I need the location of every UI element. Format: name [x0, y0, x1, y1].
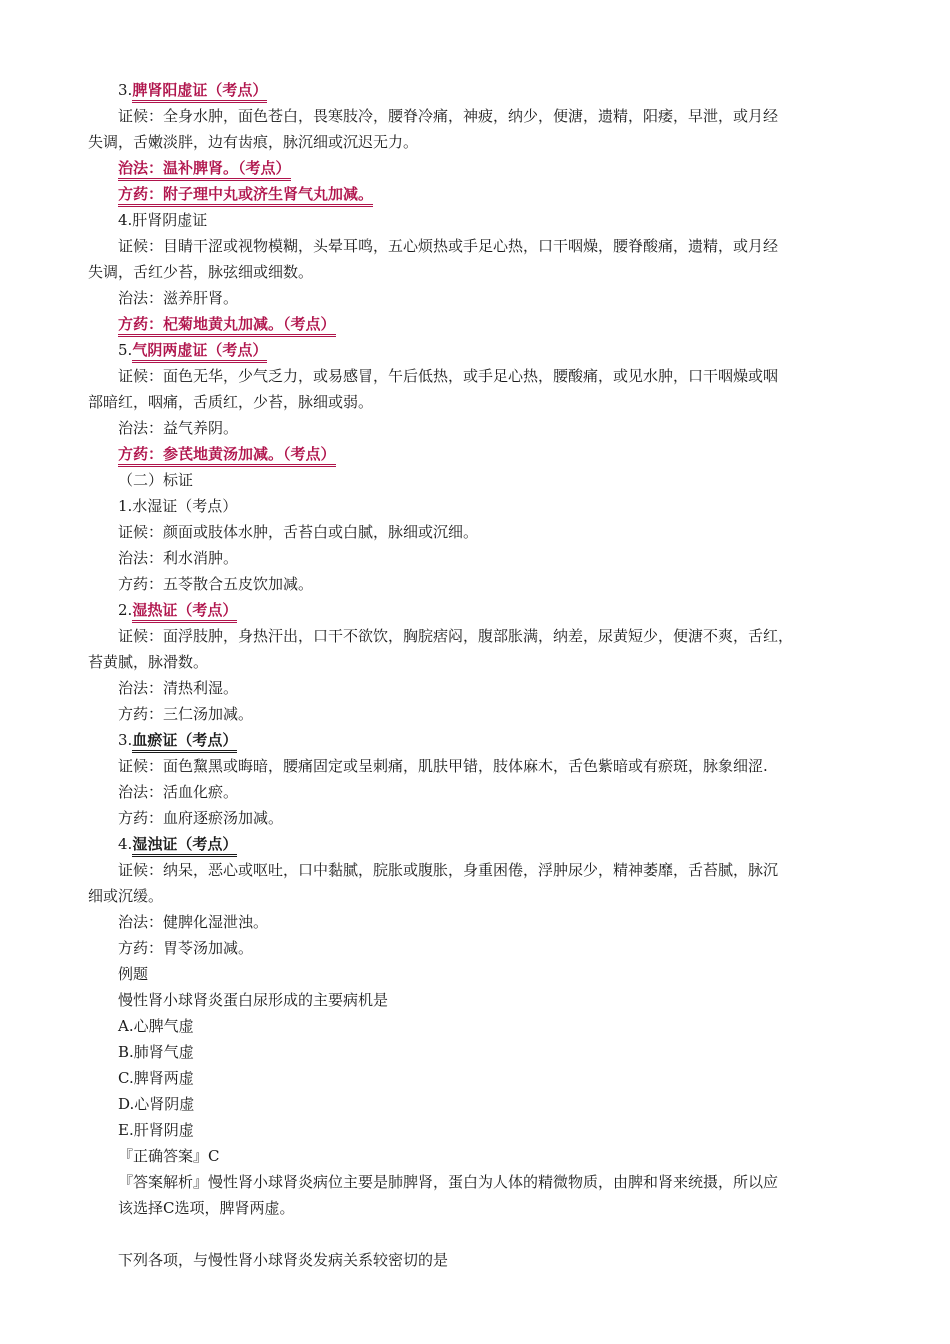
prescription-line-emphasis: 方药：参芪地黄汤加减。（考点）: [118, 444, 336, 464]
paragraph-line: 治法：益气养阴。: [118, 419, 239, 437]
paragraph-line: 方药：胃苓汤加减。: [118, 939, 254, 957]
option-a: A.心脾气虚: [118, 1017, 194, 1035]
prescription-line-emphasis: 方药：杞菊地黄丸加减。（考点）: [118, 314, 336, 334]
example-label: 例题: [118, 965, 149, 983]
paragraph-line: 苔黄腻，脉滑数。: [88, 653, 209, 671]
paragraph-line: 治法：滋养肝肾。: [118, 289, 239, 307]
paragraph-line: 证候：面色无华，少气乏力，或易感冒，午后低热，或手足心热，腰酸痛，或见水肿，口干咽燥或咽: [118, 367, 779, 385]
paragraph-line: 证候：面色黧黑或晦暗，腰痛固定或呈刺痛，肌肤甲错，肢体麻木，舌色紫暗或有瘀斑，脉象细涩.: [118, 757, 768, 775]
paragraph-line: 证候：纳呆，恶心或呕吐，口中黏腻，脘胀或腹胀，身重困倦，浮肿尿少，精神萎靡，舌苔腻，脉沉: [118, 861, 779, 879]
paragraph-line: 证候：面浮肢肿，身热汗出，口干不欲饮，胸脘痞闷，腹部胀满，纳差，尿黄短少，便溏不爽，舌红，: [118, 627, 794, 645]
answer-explanation: 该选择C选项，脾肾两虚。: [118, 1199, 295, 1217]
heading-xueyu: 3.血瘀证（考点）: [118, 730, 237, 750]
section-heading-biaozheng: （二）标证: [118, 471, 194, 489]
correct-answer: 『正确答案』C: [118, 1147, 220, 1165]
paragraph-line: 部暗红，咽痛，舌质红，少苔，脉细或弱。: [88, 393, 374, 411]
paragraph-line: 治法：活血化瘀。: [118, 783, 239, 801]
paragraph-line: 失调，舌红少苔，脉弦细或细数。: [88, 263, 314, 281]
answer-explanation: 『答案解析』慢性肾小球肾炎病位主要是肺脾肾，蛋白为人体的精微物质，由脾和肾来统摄，所以应: [118, 1173, 779, 1191]
paragraph-line: 证候：颜面或肢体水肿，舌苔白或白腻，脉细或沉细。: [118, 523, 479, 541]
heading-shire: 2.湿热证（考点）: [118, 600, 237, 620]
heading-shuishi: 1.水湿证（考点）: [118, 497, 238, 515]
paragraph-line: 方药：五苓散合五皮饮加减。: [118, 575, 314, 593]
paragraph-line: 方药：血府逐瘀汤加减。: [118, 809, 284, 827]
heading-pishen-yangxu: 3.脾肾阳虚证（考点）: [118, 80, 267, 100]
option-d: D.心肾阴虚: [118, 1095, 195, 1113]
heading-shizhuo: 4.湿浊证（考点）: [118, 834, 237, 854]
option-c: C.脾肾两虚: [118, 1069, 194, 1087]
heading-ganshen-yinxu: 4.肝肾阴虚证: [118, 211, 208, 229]
paragraph-line: 方药：三仁汤加减。: [118, 705, 254, 723]
paragraph-line: 证候：目睛干涩或视物模糊，头晕耳鸣，五心烦热或手足心热，口干咽燥，腰脊酸痛，遗精，或月经: [118, 237, 779, 255]
heading-qiyin-liangxu: 5.气阴两虚证（考点）: [118, 340, 267, 360]
paragraph-line: 细或沉缓。: [88, 887, 164, 905]
option-e: E.肝肾阴虚: [118, 1121, 194, 1139]
paragraph-line: 治法：利水消肿。: [118, 549, 239, 567]
paragraph-line: 治法：健脾化湿泄浊。: [118, 913, 269, 931]
option-b: B.肺肾气虚: [118, 1043, 194, 1061]
treatment-line-emphasis: 治法：温补脾肾。（考点）: [118, 158, 291, 178]
paragraph-line: 证候：全身水肿，面色苍白，畏寒肢冷，腰脊冷痛，神疲，纳少，便溏，遗精，阳痿，早泄，或月经: [118, 107, 779, 125]
question-stem: 下列各项，与慢性肾小球肾炎发病关系较密切的是: [118, 1251, 449, 1269]
paragraph-line: 治法：清热利湿。: [118, 679, 239, 697]
prescription-line-emphasis: 方药：附子理中丸或济生肾气丸加减。: [118, 184, 373, 204]
paragraph-line: 失调，舌嫩淡胖，边有齿痕，脉沉细或沉迟无力。: [88, 133, 419, 151]
question-stem: 慢性肾小球肾炎蛋白尿形成的主要病机是: [118, 991, 389, 1009]
